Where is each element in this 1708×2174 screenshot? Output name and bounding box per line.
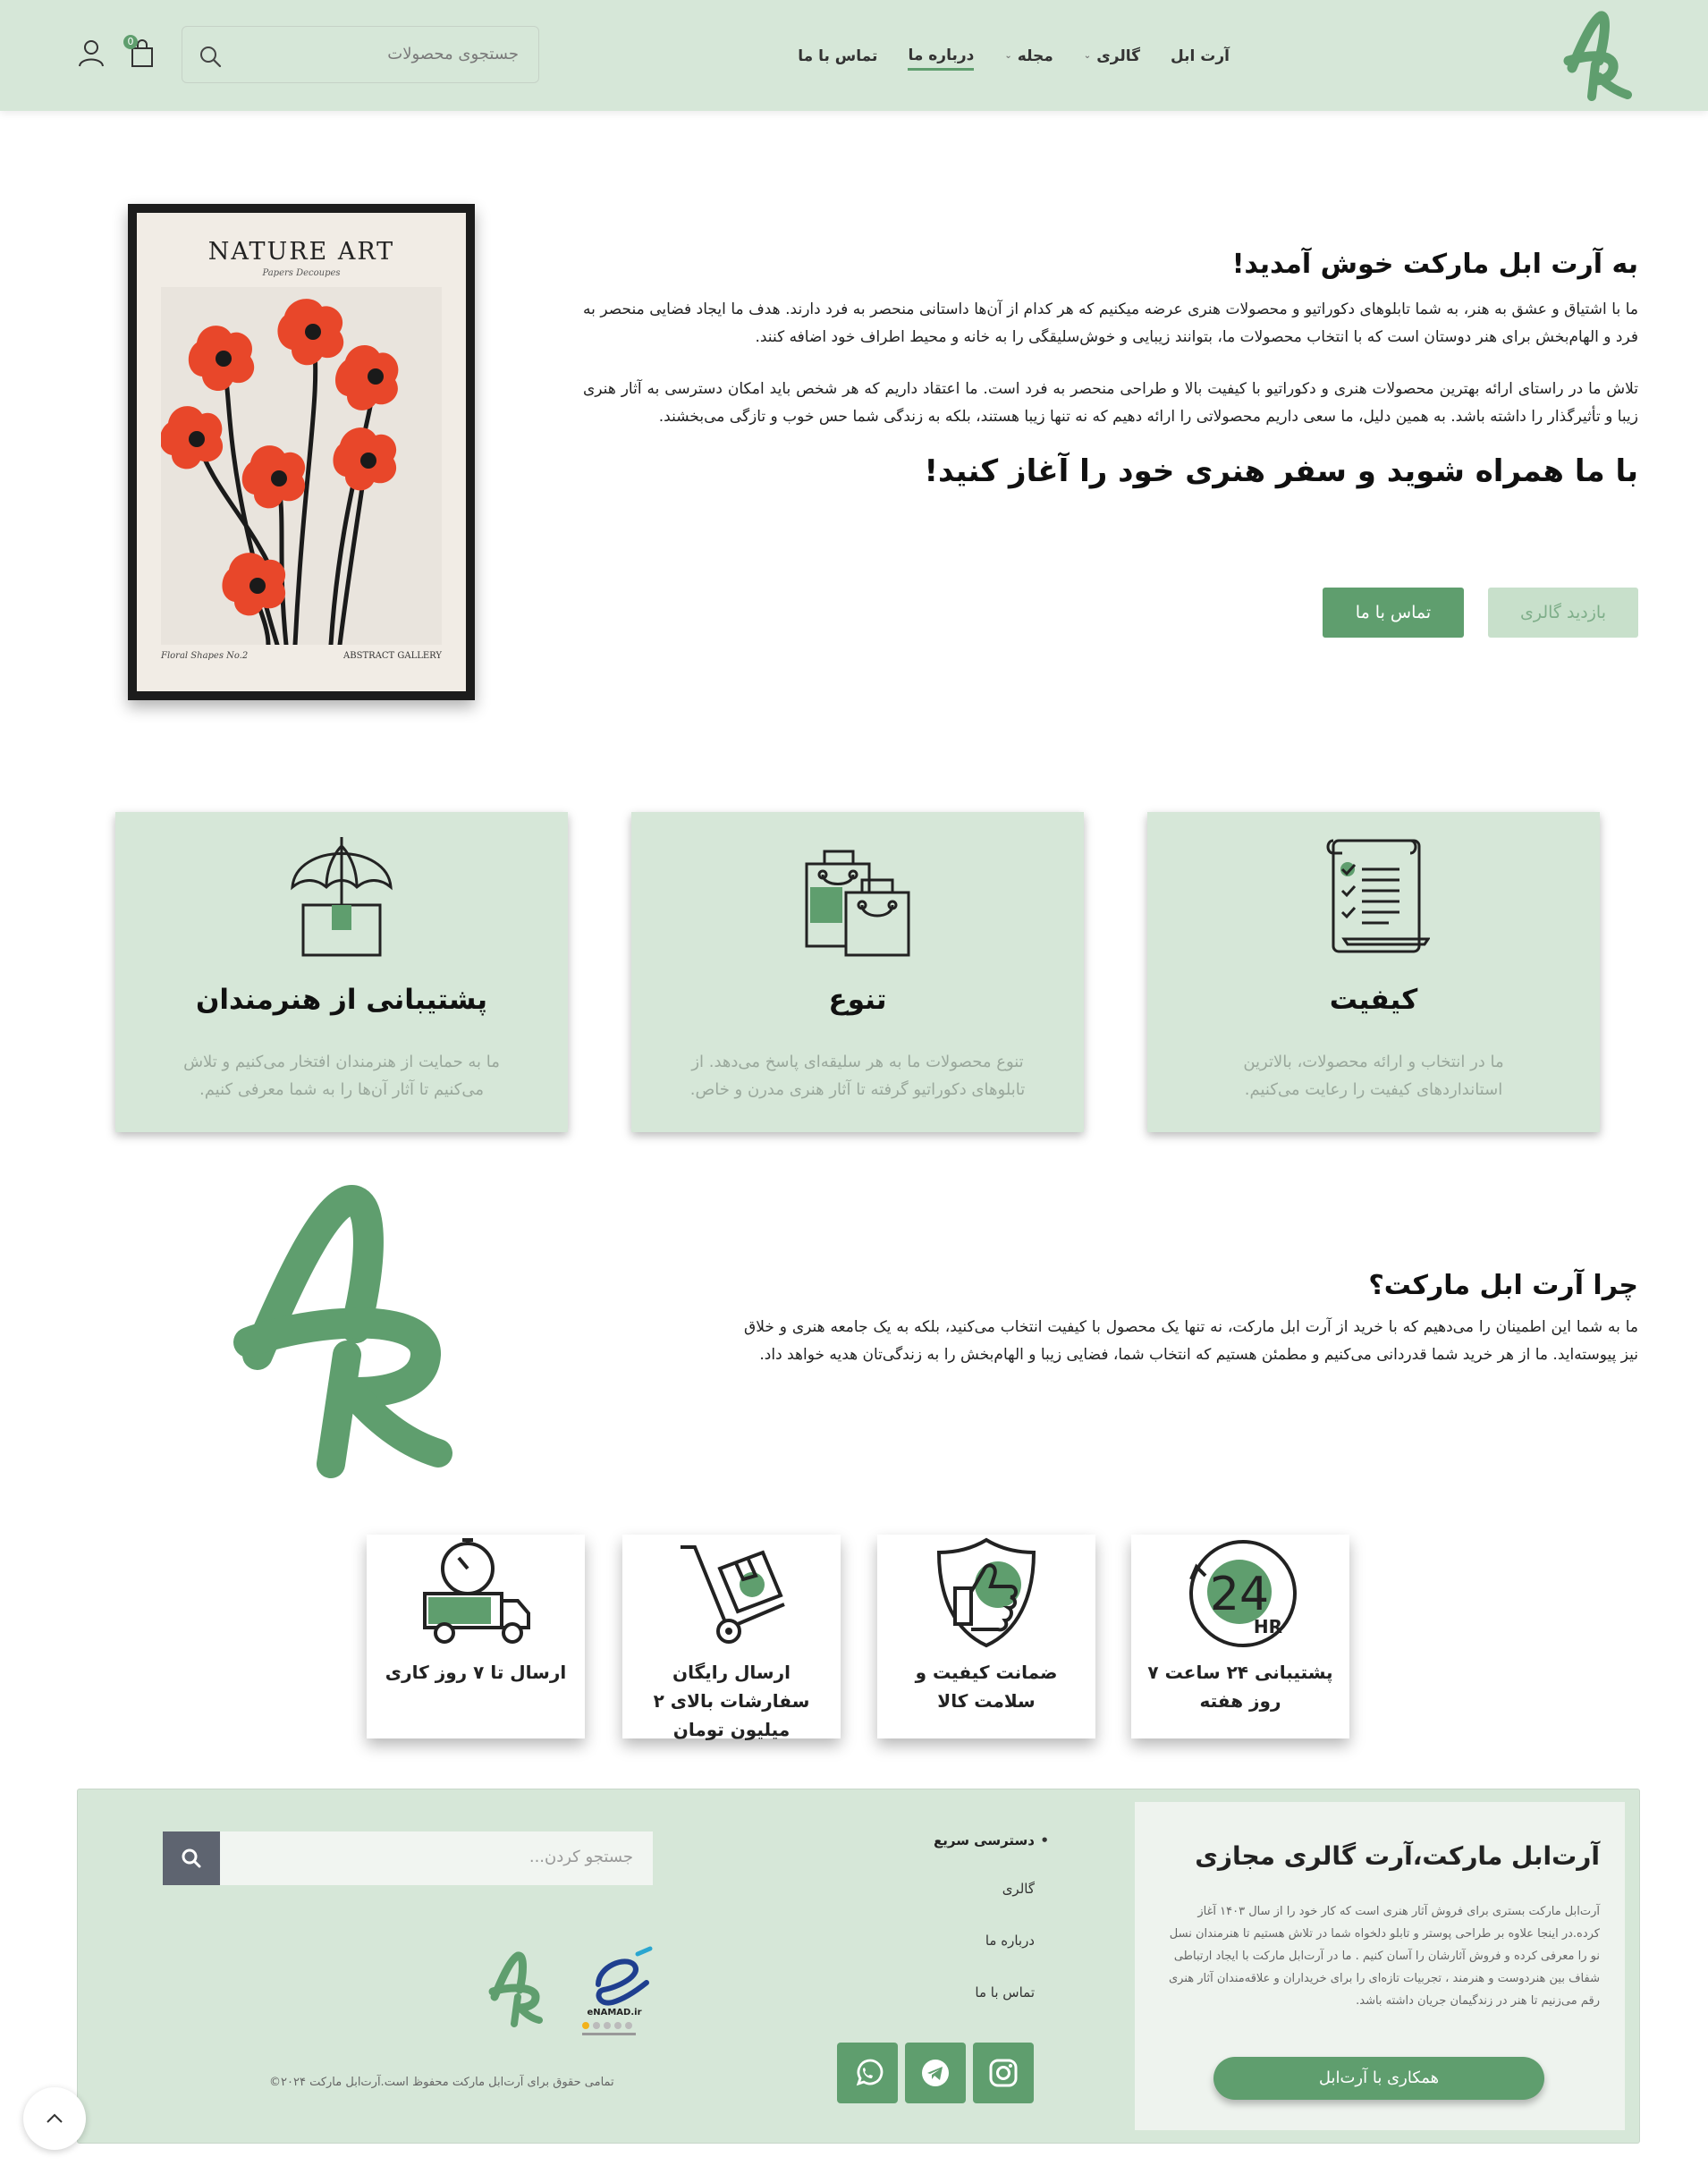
main-nav (798, 41, 1230, 71)
chevron-down-icon: ⌄ (1083, 51, 1092, 61)
copyright-text: تمامی حقوق برای آرت‌ابل مارکت محفوظ است.آرت‌ابل مارکت ۲۰۲۴© (269, 2076, 614, 2089)
nav-item-contact[interactable]: تماس با ما (798, 47, 878, 65)
chevron-down-icon: ⌄ (1004, 51, 1012, 61)
service-label: ارسال رایگان سفارشات بالای ۲ میلیون تومان (653, 1662, 810, 1740)
poster-subtitle: Papers Decoupes (262, 268, 341, 278)
hero-paragraph-1: ما با اشتیاق و عشق به هنر، به شما تابلوهای دکوراتیو و محصولات هنری عرضه میکنیم که هر کدام از آن‌ها داستانی منحصر به فرد دارند. هدف ما ایجاد فضایی منحصر به فرد و الهام‌بخش برای هنر دوستان است که با انتخاب محصولات ما، بتوانند زیبایی و خوش‌سلیقگی را به خانه و محیط اطراف خود اضافه کنند. (583, 300, 1638, 346)
footer-about-text: آرت‌ابل مارکت بستری برای فروش آثار هنری است که کار خود را از سال ۱۴۰۳ آغاز کرده.در اینجا علاوه بر طراحی پوستر و تابلو دلخواه شما در تلاش هستیم تا هنرمندان نسل نو را معرفی کرده و فروش آثارشان را آسان کنیم . ما در آرت‌ابل مارکت با ایجاد ارتباطی شفاف بین هنردوست و هنرمند ، تجربیات تازه‌ای را برای خریداران و علاقه‌مندان آثار هنری رقم می‌زنیم تا هنر در زندگیمان جریان داشته باشد. (1169, 1905, 1600, 2008)
nature-art-poster (128, 204, 475, 700)
contact-us-button[interactable]: تماس با ما (1323, 588, 1464, 638)
svg-text:24: 24 (1209, 1568, 1270, 1621)
feature-desc: ما به حمایت از هنرمندان افتخار می‌کنیم و تلاش می‌کنیم تا آثار آن‌ها را به شما معرفی کنیم. (183, 1053, 500, 1099)
art-able-big-logo (231, 1185, 454, 1480)
telegram-button[interactable] (905, 2043, 966, 2103)
feature-title: تنوع (828, 984, 887, 1016)
instagram-icon (987, 2057, 1019, 2089)
nav-item-about[interactable]: درباره ما (908, 47, 974, 71)
join-title: با ما همراه شوید و سفر هنری خود را آغاز کنید! (924, 453, 1638, 489)
art-able-logo[interactable] (1556, 5, 1636, 104)
umbrella-box-icon (285, 833, 398, 959)
welcome-title: به آرت ابل مارکت خوش آمدید! (1231, 249, 1638, 280)
shopping-bags-icon (801, 833, 914, 959)
footer-about-card (1135, 1802, 1625, 2130)
feature-card-quality (1147, 812, 1600, 1132)
footer-about-title: آرت‌ابل مارکت،آرت گالری مجازی (1195, 1841, 1600, 1871)
telegram-icon (919, 2057, 951, 2089)
service-box-free-shipping (622, 1535, 841, 1738)
enamad-badge[interactable] (571, 1940, 657, 2043)
hero-paragraph-2: تلاش ما در راستای ارائه بهترین محصولات هنری و دکوراتیو با کیفیت بالا و طراحی منحصر به فرد است. ما اعتقاد داریم که هر شخص باید امکان دسترسی به آثار هنری زیبا و تأثیرگذار را داشته باشد. به همین دلیل، ما سعی داریم محصولاتی را ارائه دهیم که نه تنها زیبا هستند، بلکه به زندگی شما حس خوب و تازگی می‌بخشند. (583, 380, 1638, 426)
user-icon[interactable] (77, 38, 106, 68)
footer-search-placeholder: جستجو کردن... (528, 1848, 633, 1866)
footer-link-about[interactable]: درباره ما (985, 1933, 1035, 1949)
svg-text:eNAMAD.ir: eNAMAD.ir (587, 2008, 642, 2018)
hand-truck-icon (673, 1535, 790, 1651)
poppy-illustration (161, 287, 442, 645)
service-label: پشتیبانی ۲۴ ساعت ۷ روز هفته (1147, 1662, 1333, 1712)
instagram-button[interactable] (973, 2043, 1034, 2103)
footer-link-contact[interactable]: تماس با ما (975, 1984, 1035, 2001)
visit-gallery-button[interactable]: بازدید گالری (1488, 588, 1638, 638)
whatsapp-icon (851, 2057, 884, 2089)
service-label: ضمانت کیفیت و سلامت کالا (915, 1662, 1058, 1712)
feature-desc: ما در انتخاب و ارائه محصولات، بالاترین استانداردهای کیفیت را رعایت می‌کنیم. (1243, 1053, 1504, 1099)
footer-link-gallery[interactable]: گالری (1002, 1881, 1035, 1897)
service-box-quality-guarantee (877, 1535, 1095, 1738)
nav-item-gallery[interactable]: گالری ⌄ (1083, 47, 1140, 65)
feature-card-artist-support (115, 812, 568, 1132)
service-box-support (1131, 1535, 1349, 1738)
chevron-up-icon (44, 2108, 65, 2129)
feature-title: کیفیت (1329, 984, 1418, 1016)
collaborate-button[interactable]: همکاری با آرت‌ابل (1213, 2057, 1544, 2100)
svg-text:HR: HR (1253, 1616, 1283, 1637)
poster-footer-left: Floral Shapes No.2 (161, 651, 249, 661)
quick-access-title: • دسترسی سریع (934, 1832, 1035, 1848)
search-icon[interactable] (197, 43, 224, 70)
search-icon (179, 1846, 204, 1871)
feature-title: پشتیبانی از هنرمندان (195, 984, 488, 1016)
feature-desc: تنوع محصولات ما به هر سلیقه‌ای پاسخ می‌دهد. از تابلوهای دکوراتیو گرفته تا آثار هنری مدرن و خاص. (689, 1053, 1026, 1099)
why-text: ما به شما این اطمینان را می‌دهیم که با خرید از آرت ابل مارکت، نه تنها یک محصول با کیفیت انتخاب می‌کنید، بلکه به یک جامعه هنری و خلاق نیز پیوسته‌اید. ما از هر خرید شما قدردانی می‌کنیم و مطمئن هستیم که انتخاب شما، فضایی زیبا و الهام‌بخش را به زندگی‌تان هدیه خواهد داد. (744, 1318, 1638, 1364)
whatsapp-button[interactable] (837, 2043, 898, 2103)
poster-title: NATURE ART (207, 238, 395, 266)
hero-text-block (583, 249, 1638, 489)
nav-item-magazine[interactable]: مجله ⌄ (1004, 47, 1053, 65)
footer-search-button[interactable] (163, 1831, 220, 1885)
why-title: چرا آرت ابل مارکت؟ (1368, 1270, 1638, 1301)
cart-count-badge: 0 (123, 35, 138, 49)
art-able-footer-logo (486, 1949, 543, 2029)
shield-thumbs-up-icon (928, 1535, 1044, 1651)
footer-search (163, 1831, 653, 1885)
footer-search-input[interactable] (220, 1831, 653, 1885)
poster-footer-right: ABSTRACT GALLERY (343, 651, 442, 661)
support-24hr-icon (1182, 1535, 1298, 1651)
search-placeholder: جستجوی محصولات (387, 45, 519, 63)
quality-checklist-icon (1317, 833, 1430, 959)
feature-card-variety (631, 812, 1084, 1132)
delivery-truck-clock-icon (418, 1535, 534, 1651)
search-input[interactable] (182, 26, 539, 83)
site-header (0, 0, 1708, 111)
nav-item-home[interactable]: آرت ابل (1171, 47, 1230, 65)
why-section (744, 1270, 1638, 1369)
site-footer (77, 1789, 1640, 2144)
service-box-delivery-time (367, 1535, 585, 1738)
scroll-to-top-button[interactable] (23, 2087, 86, 2150)
service-label: ارسال تا ۷ روز کاری (385, 1662, 567, 1683)
